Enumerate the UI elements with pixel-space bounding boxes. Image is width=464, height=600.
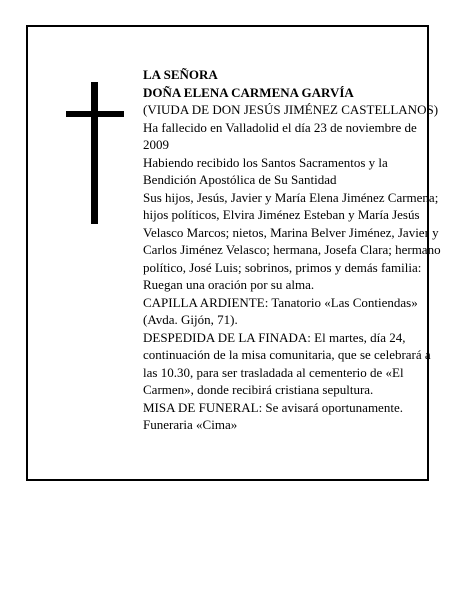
funeral-mass-info: MISA DE FUNERAL: Se avisará oportunamente.	[143, 399, 403, 415]
death-statement: Ha fallecido en Valladolid el día 23 de noviembre de 2009	[143, 119, 417, 152]
family-list: Sus hijos, Jesús, Javier y María Elena Jiménez Carmena; hijos políticos, Elvira Jiménez Esteban y María Jesús Velasco Marcos; nietos, Marina Belver Jiménez, Javier y Carlos Jiménez Velasco; hermana, Josefa Clara; hermano político, José Luis; sobrinos, primos y demás familia:	[143, 189, 441, 275]
widow-of-line: (VIUDA DE DON JESÚS JIMÉNEZ CASTELLANOS)	[143, 102, 439, 117]
deceased-name: DOÑA ELENA CARMENA GARVÍA	[143, 84, 354, 100]
obituary-notice	[26, 25, 441, 481]
farewell-info: DESPEDIDA DE LA FINADA: El martes, día 24, continuación de la misa comunitaria, que se celebrará a las 10.30, para ser trasladada al cementerio de «El Carmen», donde recibirá cristiana sepultura.	[143, 329, 431, 397]
cross-icon	[66, 82, 124, 224]
funeral-home: Funeraria «Cima»	[143, 417, 238, 432]
chapel-info: CAPILLA ARDIENTE: Tanatorio «Las Contiendas» (Avda. Gijón, 71).	[143, 294, 418, 327]
sacraments-statement: Habiendo recibido los Santos Sacramentos y la Bendición Apostólica de Su Santidad	[143, 154, 388, 187]
notice-body	[143, 66, 443, 434]
prayer-request: Ruegan una oración por su alma.	[143, 277, 315, 292]
notice-heading: LA SEÑORA	[143, 67, 218, 82]
